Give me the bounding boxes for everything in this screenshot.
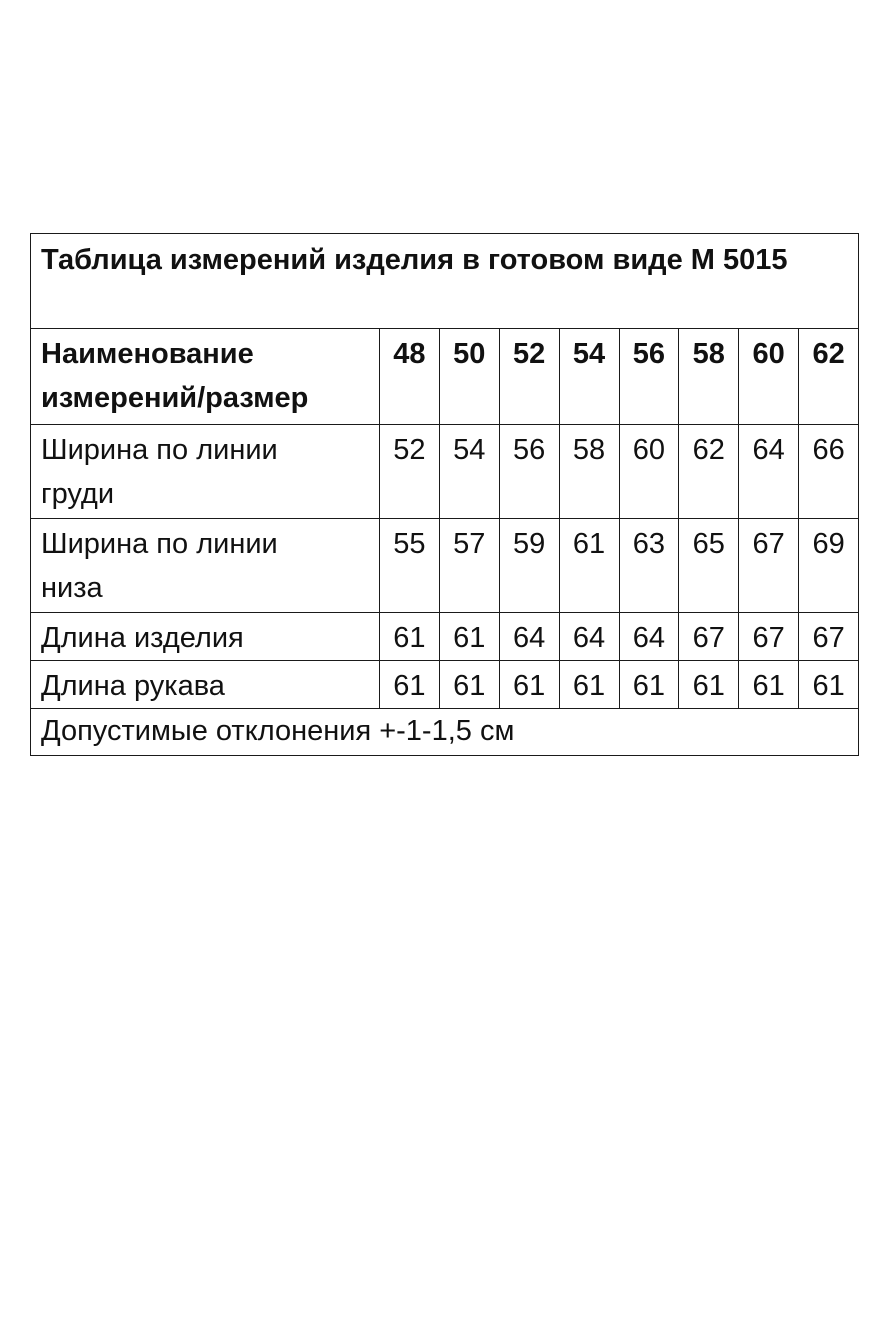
value-cell: 61 — [499, 661, 559, 709]
row-label-line2: низа — [41, 572, 103, 604]
value-cell: 54 — [439, 425, 499, 519]
value-cell: 67 — [739, 613, 799, 661]
size-header: 50 — [439, 329, 499, 425]
value-cell: 58 — [559, 425, 619, 519]
size-header: 48 — [380, 329, 440, 425]
value-cell: 66 — [799, 425, 859, 519]
value-cell: 61 — [739, 661, 799, 709]
value-cell: 52 — [380, 425, 440, 519]
value-cell: 61 — [559, 661, 619, 709]
value-cell: 64 — [499, 613, 559, 661]
row-label-cell — [31, 519, 380, 613]
value-cell: 59 — [499, 519, 559, 613]
value-cell: 64 — [559, 613, 619, 661]
size-header: 62 — [799, 329, 859, 425]
row-label-cell: Длина изделия — [31, 613, 380, 661]
header-row — [31, 329, 859, 425]
value-cell: 61 — [439, 661, 499, 709]
value-cell: 64 — [739, 425, 799, 519]
value-cell: 61 — [619, 661, 679, 709]
table-row — [31, 661, 859, 709]
value-cell: 61 — [380, 613, 440, 661]
size-header: 52 — [499, 329, 559, 425]
header-label-line2: измерений/размер — [41, 382, 309, 414]
size-header: 58 — [679, 329, 739, 425]
row-label-line1: Ширина по линии — [41, 528, 278, 560]
value-cell: 61 — [559, 519, 619, 613]
value-cell: 61 — [679, 661, 739, 709]
value-cell: 56 — [499, 425, 559, 519]
value-cell: 69 — [799, 519, 859, 613]
size-header: 56 — [619, 329, 679, 425]
value-cell: 57 — [439, 519, 499, 613]
value-cell: 65 — [679, 519, 739, 613]
tolerance-note: Допустимые отклонения +-1-1,5 см — [31, 709, 859, 756]
value-cell: 67 — [679, 613, 739, 661]
value-cell: 67 — [799, 613, 859, 661]
row-label-line1: Ширина по линии — [41, 434, 278, 466]
row-label-line2: груди — [41, 478, 115, 510]
footer-row — [31, 709, 859, 756]
measurement-table — [30, 233, 859, 756]
size-header: 60 — [739, 329, 799, 425]
value-cell: 63 — [619, 519, 679, 613]
value-cell: 64 — [619, 613, 679, 661]
size-header: 54 — [559, 329, 619, 425]
header-label-line1: Наименование — [41, 338, 254, 370]
value-cell: 61 — [799, 661, 859, 709]
value-cell: 60 — [619, 425, 679, 519]
row-label-cell: Длина рукава — [31, 661, 380, 709]
table-row — [31, 425, 859, 519]
value-cell: 61 — [380, 661, 440, 709]
header-label-cell — [31, 329, 380, 425]
table-row — [31, 519, 859, 613]
value-cell: 62 — [679, 425, 739, 519]
value-cell: 61 — [439, 613, 499, 661]
row-label-cell — [31, 425, 380, 519]
title-row — [31, 234, 859, 329]
table-row — [31, 613, 859, 661]
table-title: Таблица измерений изделия в готовом виде М 5015 — [31, 234, 859, 329]
value-cell: 67 — [739, 519, 799, 613]
value-cell: 55 — [380, 519, 440, 613]
